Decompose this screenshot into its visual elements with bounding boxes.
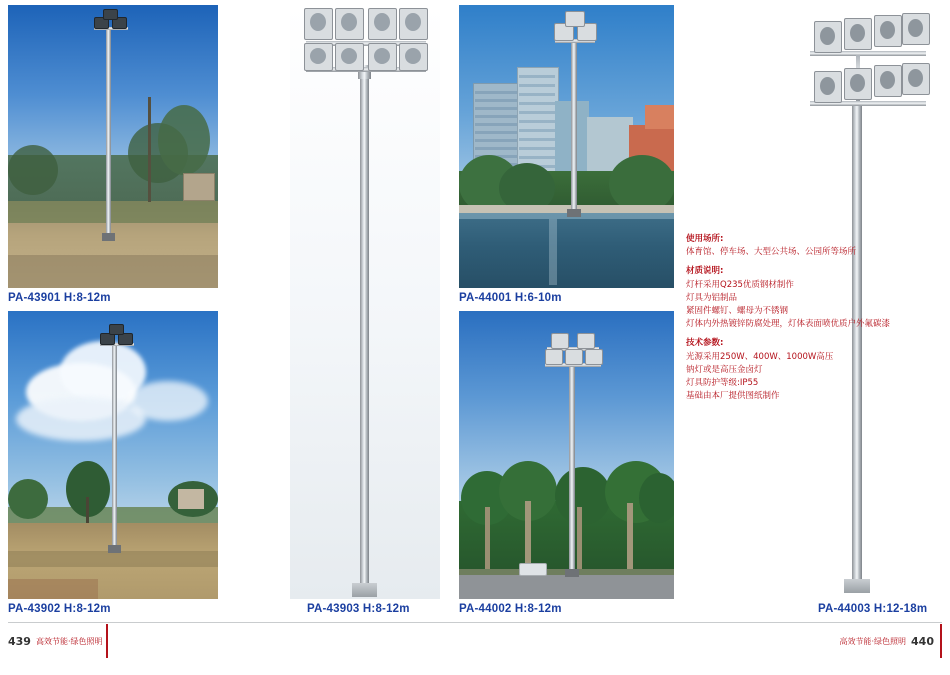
material-title: 材质说明:: [686, 266, 724, 277]
caption-pa-44003: PA-44003 H:12-18m: [818, 603, 928, 615]
tech-line-3: 灯具防护等级:IP55: [686, 378, 759, 389]
material-line-3: 紧固件螺钉、螺母为不锈钢: [686, 306, 789, 317]
tech-line-1: 光源采用250W、400W、1000W高压: [686, 351, 834, 362]
footer-accent-bar-right: [940, 624, 942, 658]
caption-pa-44001: PA-44001 H:6-10m: [459, 292, 562, 304]
caption-pa-44002: PA-44002 H:8-12m: [459, 603, 562, 615]
product-photo-pa-43901: [8, 5, 218, 288]
tech-line-2: 钠灯或是高压金卤灯: [686, 364, 763, 375]
tech-line-4: 基础由本厂提供图纸制作: [686, 391, 780, 402]
material-line-2: 灯具为铝制品: [686, 292, 738, 303]
footer-divider: [8, 622, 942, 623]
caption-pa-43903: PA-43903 H:8-12m: [307, 603, 410, 615]
footer-slogan-left: 高效节能·绿色照明: [35, 636, 103, 646]
specifications-block: [686, 233, 901, 403]
footer-slogan-right: 高效节能·绿色照明: [839, 636, 907, 646]
footer-right: [834, 624, 942, 658]
product-photo-pa-44002: [459, 311, 674, 599]
product-photo-pa-43902: [8, 311, 218, 599]
product-photo-pa-43903: [290, 5, 440, 599]
usage-line-1: 体育馆、停车场、大型公共场、公园所等场所: [686, 247, 857, 258]
tech-title: 技术参数:: [686, 338, 724, 349]
caption-pa-43901: PA-43901 H:8-12m: [8, 292, 111, 304]
material-line-4: 灯体内外热镀锌防腐处理，灯体表面喷优质户外氟碳漆: [686, 319, 891, 330]
page-number-right: 440: [911, 634, 934, 648]
footer-accent-bar-left: [106, 624, 108, 658]
usage-title: 使用场所:: [686, 234, 724, 244]
product-photo-pa-44001: [459, 5, 674, 288]
material-line-1: 灯杆采用Q235优质钢材制作: [686, 279, 794, 290]
page-number-left: 439: [8, 634, 31, 648]
footer-left: [8, 624, 114, 658]
caption-pa-43902: PA-43902 H:8-12m: [8, 603, 111, 615]
